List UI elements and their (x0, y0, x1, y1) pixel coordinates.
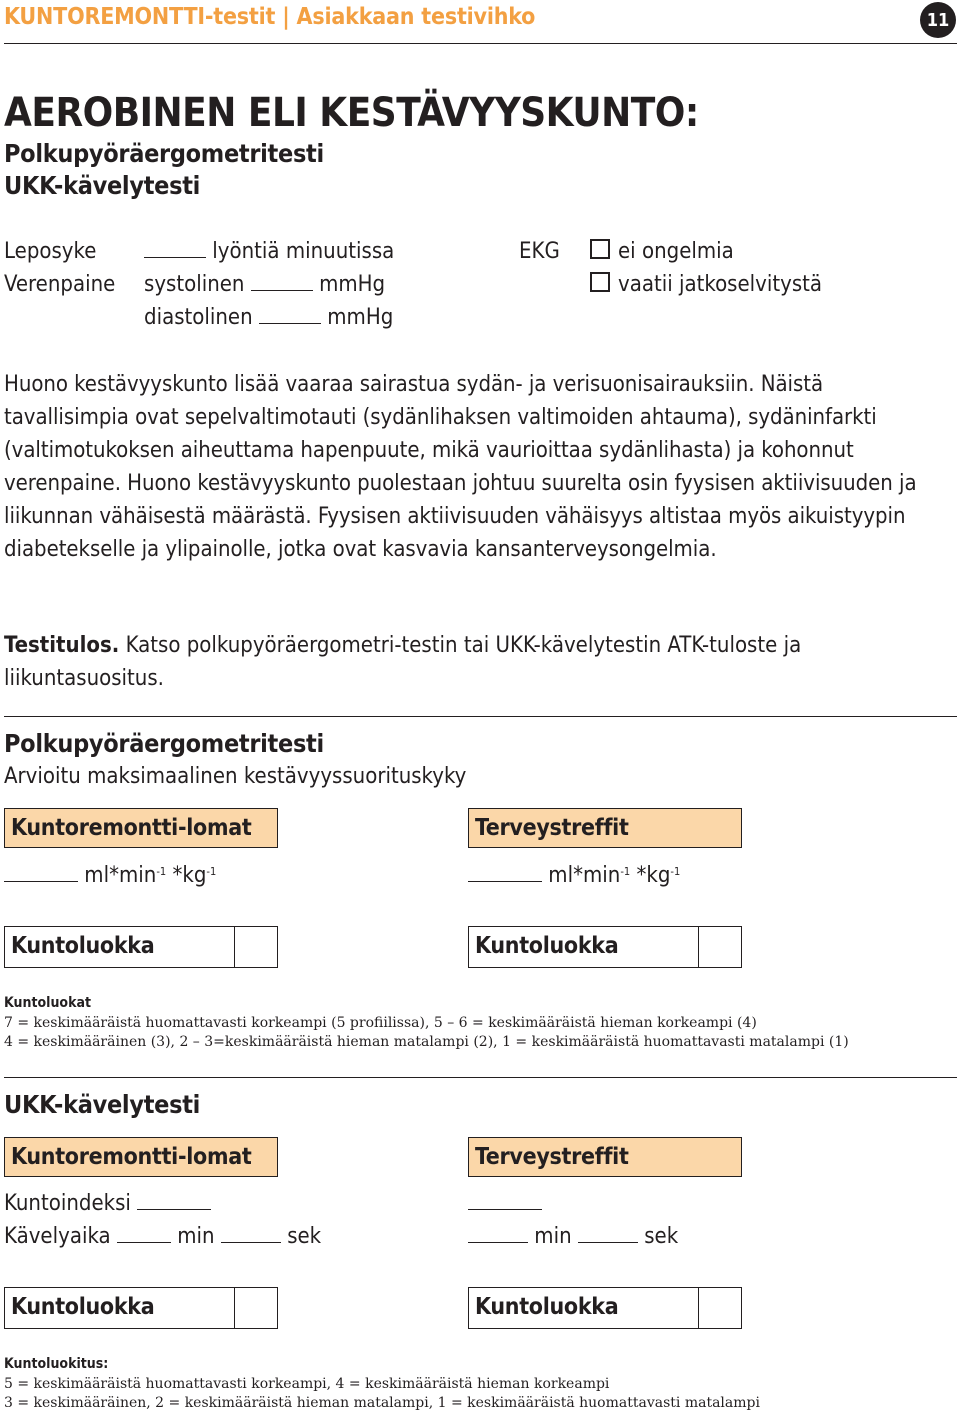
bike-right-unit: $ml*\min^{-1}$ $*kg^{-1}$ (548, 863, 681, 888)
walk-legend-line1: 5 = keskimääräistä huomattavasti korkeampi, 4 = keskimääräistä hieman korkeampi (4, 1376, 610, 1392)
systolic-label: systolinen (144, 272, 245, 297)
bike-subtitle: Arvioitu maksimaalinen kestävyyssuorituskyky (4, 764, 467, 789)
subtitle-walk: UKK-kävelytesti (4, 171, 201, 200)
bike-left-class-box (4, 926, 278, 968)
rest-hr-unit: lyöntiä minuutissa (212, 239, 395, 264)
bike-right-class-field[interactable] (698, 927, 741, 967)
walk-right-class-box (468, 1287, 742, 1329)
result-bold: Testitulos. (4, 633, 120, 658)
walk-left-class-field[interactable] (234, 1288, 277, 1328)
bp-label: Verenpaine (4, 272, 116, 297)
walk-left-min-field[interactable] (117, 1224, 171, 1243)
bike-left-vo2-field[interactable] (4, 863, 78, 882)
subtitle-bike: Polkupyöräergometritesti (4, 139, 324, 168)
section-rule-1 (4, 716, 957, 717)
result-text: Katso polkupyöräergometri-testin tai UKK-kävelytestin ATK-tuloste ja liikuntasuositus. (4, 633, 802, 691)
walk-legend-line2: 3 = keskimääräinen, 2 = keskimääräistä hieman matalampi, 1 = keskimääräistä huomattavasti matalampi (4, 1395, 760, 1411)
page-number: 11 (920, 2, 956, 38)
walk-time-label: Kävelyaika (4, 1224, 111, 1249)
rest-hr-field[interactable] (144, 239, 206, 258)
walk-legend-title: Kuntoluokitus: (4, 1356, 109, 1372)
bike-right-class-box (468, 926, 742, 968)
ekg-label: EKG (519, 239, 560, 264)
bike-left-box: Kuntoremontti-lomat (4, 808, 278, 848)
main-title: AEROBINEN ELI KESTÄVYYSKUNTO: (4, 90, 699, 136)
bike-right-box: Terveystreffit (468, 808, 742, 848)
header-title: KUNTOREMONTTI-testit | Asiakkaan testivihko (4, 4, 536, 30)
rest-hr-label: Leposyke (4, 239, 97, 264)
bike-legend-title: Kuntoluokat (4, 995, 91, 1011)
ekg-ok-checkbox[interactable] (590, 239, 610, 259)
bike-title: Polkupyöräergometritesti (4, 729, 324, 758)
section-rule-2 (4, 1077, 957, 1078)
walk-right-min-label: min (534, 1224, 572, 1249)
ekg-ok-label: ei ongelmia (618, 239, 734, 264)
walk-left-sec-label: sek (287, 1224, 322, 1249)
walk-left-sec-field[interactable] (221, 1224, 281, 1243)
walk-left-min-label: min (177, 1224, 215, 1249)
walk-right-box: Terveystreffit (468, 1137, 742, 1177)
bike-left-unit: $ml*\min^{-1}$ $*kg^{-1}$ (84, 863, 217, 888)
walk-right-min-field[interactable] (468, 1224, 528, 1243)
diastolic-unit: mmHg (327, 305, 394, 330)
systolic-field[interactable] (251, 272, 313, 291)
bike-legend-line1: 7 = keskimääräistä huomattavasti korkeampi (5 profiilissa), 5 – 6 = keskimääräistä hieman korkeampi (4) (4, 1015, 757, 1031)
ekg-followup-label: vaatii jatkoselvitystä (618, 272, 823, 297)
result-paragraph (4, 629, 954, 695)
walk-right-sec-label: sek (644, 1224, 679, 1249)
header-rule (4, 43, 957, 44)
walk-right-sec-field[interactable] (578, 1224, 638, 1243)
intro-paragraph: Huono kestävyyskunto lisää vaaraa sairastua sydän- ja verisuonisairauksiin. Näistä tavallisimpia ovat sepelvaltimotauti (sydänlihaksen valtimoiden ahtauma), sydäninfarkti (valtimotukoksen aiheuttama hapenpuute, mikä vaurioittaa sydänlihasta) ja kohonnut verenpaine. Huono kestävyyskunto puolestaan johtuu suurelta osin fyysisen aktiivisuuden ja liikunnan vähäisestä määrästä. Fyysisen aktiivisuuden vähäisyys altistaa myös aikuistyypin diabetekselle ja ylipainolle, jotka ovat kasvavia kansanterveysongelmia. (4, 372, 917, 562)
bike-left-class-label: Kuntoluokka (11, 933, 155, 959)
walk-right-class-field[interactable] (698, 1288, 741, 1328)
walk-left-box: Kuntoremontti-lomat (4, 1137, 278, 1177)
bike-left-class-field[interactable] (234, 927, 277, 967)
walk-left-class-label: Kuntoluokka (11, 1294, 155, 1320)
walk-index-label: Kuntoindeksi (4, 1191, 131, 1216)
walk-left-index-field[interactable] (137, 1191, 211, 1210)
ekg-followup-checkbox[interactable] (590, 272, 610, 292)
walk-left-class-box (4, 1287, 278, 1329)
bike-legend-line2: 4 = keskimääräinen (3), 2 – 3=keskimääräistä hieman matalampi (2), 1 = keskimääräistä huomattavasti matalampi (1) (4, 1034, 849, 1050)
bike-right-class-label: Kuntoluokka (475, 933, 619, 959)
diastolic-label: diastolinen (144, 305, 253, 330)
walk-right-index-field[interactable] (468, 1191, 542, 1210)
systolic-unit: mmHg (319, 272, 386, 297)
bike-right-vo2-field[interactable] (468, 863, 542, 882)
walk-title: UKK-kävelytesti (4, 1090, 201, 1119)
diastolic-field[interactable] (259, 305, 321, 324)
walk-right-class-label: Kuntoluokka (475, 1294, 619, 1320)
